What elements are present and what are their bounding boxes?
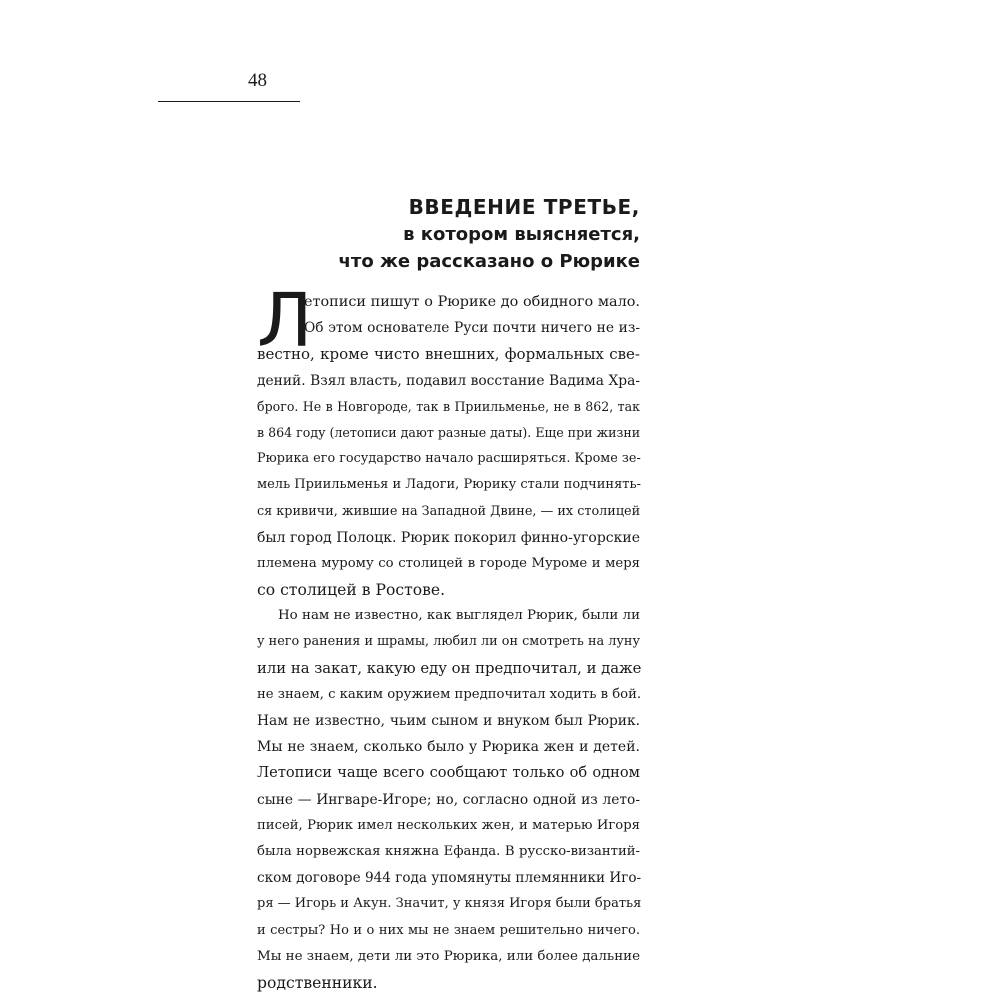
text-line: мель Приильменья и Ладоги, Рюрику стали подчинять- bbox=[257, 477, 641, 493]
chapter-subtitle-line-2: что же рассказано о Рюрике bbox=[338, 251, 640, 272]
text-line: писей, Рюрик имел нескольких жен, и матерью Игоря bbox=[257, 817, 640, 833]
paragraph-2 bbox=[257, 603, 640, 996]
text-line: или на закат, какую еду он предпочитал, и даже bbox=[257, 659, 642, 677]
body-text bbox=[257, 278, 642, 996]
text-line: была норвежская княжна Ефанда. В русско-византий- bbox=[257, 843, 640, 859]
chapter-heading bbox=[300, 193, 640, 275]
text-line: у него ранения и шрамы, любил ли он смотреть на луну bbox=[257, 634, 640, 650]
text-line: со столицей в Ростове. bbox=[257, 581, 446, 600]
chapter-subtitle-line-1: в котором выясняется, bbox=[403, 224, 640, 245]
text-line: Рюрика его государство начало расширяться. Кроме зе- bbox=[257, 451, 641, 467]
text-line: дений. Взял власть, подавил восстание Вадима Хра- bbox=[257, 372, 640, 389]
text-line: Нам не известно, чьим сыном и внуком был Рюрик. bbox=[257, 713, 640, 729]
text-line: вестно, кроме чисто внешних, формальных све- bbox=[257, 345, 640, 364]
page-number: 48 bbox=[248, 70, 267, 91]
text-line: етописи пишут о Рюрике до обидного мало. bbox=[304, 294, 640, 310]
text-line: был город Полоцк. Рюрик покорил финно-угорские bbox=[257, 529, 640, 546]
text-line: сыне — Ингваре-Игоре; но, согласно одной из лето- bbox=[257, 791, 640, 808]
text-line: и сестры? Но и о них мы не знаем решительно ничего. bbox=[257, 922, 640, 938]
text-line: Но нам не известно, как выглядел Рюрик, были ли bbox=[278, 608, 640, 624]
text-line: ся кривичи, жившие на Западной Двине, — их столицей bbox=[257, 503, 641, 519]
text-line: Об этом основателе Руси почти ничего не из- bbox=[304, 320, 640, 337]
text-line: родственники. bbox=[257, 973, 378, 992]
text-line: ря — Игорь и Акун. Значит, у князя Игоря были братья bbox=[257, 896, 642, 912]
text-line: Летописи чаще всего сообщают только об одном bbox=[257, 764, 640, 782]
chapter-title: ВВЕДЕНИЕ ТРЕТЬЕ, bbox=[408, 195, 640, 219]
paragraph-1 bbox=[257, 278, 641, 603]
text-line: племена мурому со столицей в городе Муроме и меря bbox=[257, 555, 640, 571]
header-rule bbox=[158, 101, 300, 102]
text-line: брого. Не в Новгороде, так в Приильменье, не в 862, так bbox=[257, 398, 640, 414]
drop-cap: Л bbox=[257, 278, 313, 364]
text-line: не знаем, с каким оружием предпочитал ходить в бой. bbox=[257, 686, 642, 702]
text-line: Мы не знаем, дети ли это Рюрика, или более дальние bbox=[257, 948, 640, 964]
text-line: в 864 году (летописи дают разные даты). Еще при жизни bbox=[257, 424, 641, 440]
text-line: Мы не знаем, сколько было у Рюрика жен и детей. bbox=[257, 739, 640, 756]
text-line: ском договоре 944 года упомянуты племянники Иго- bbox=[257, 870, 642, 887]
